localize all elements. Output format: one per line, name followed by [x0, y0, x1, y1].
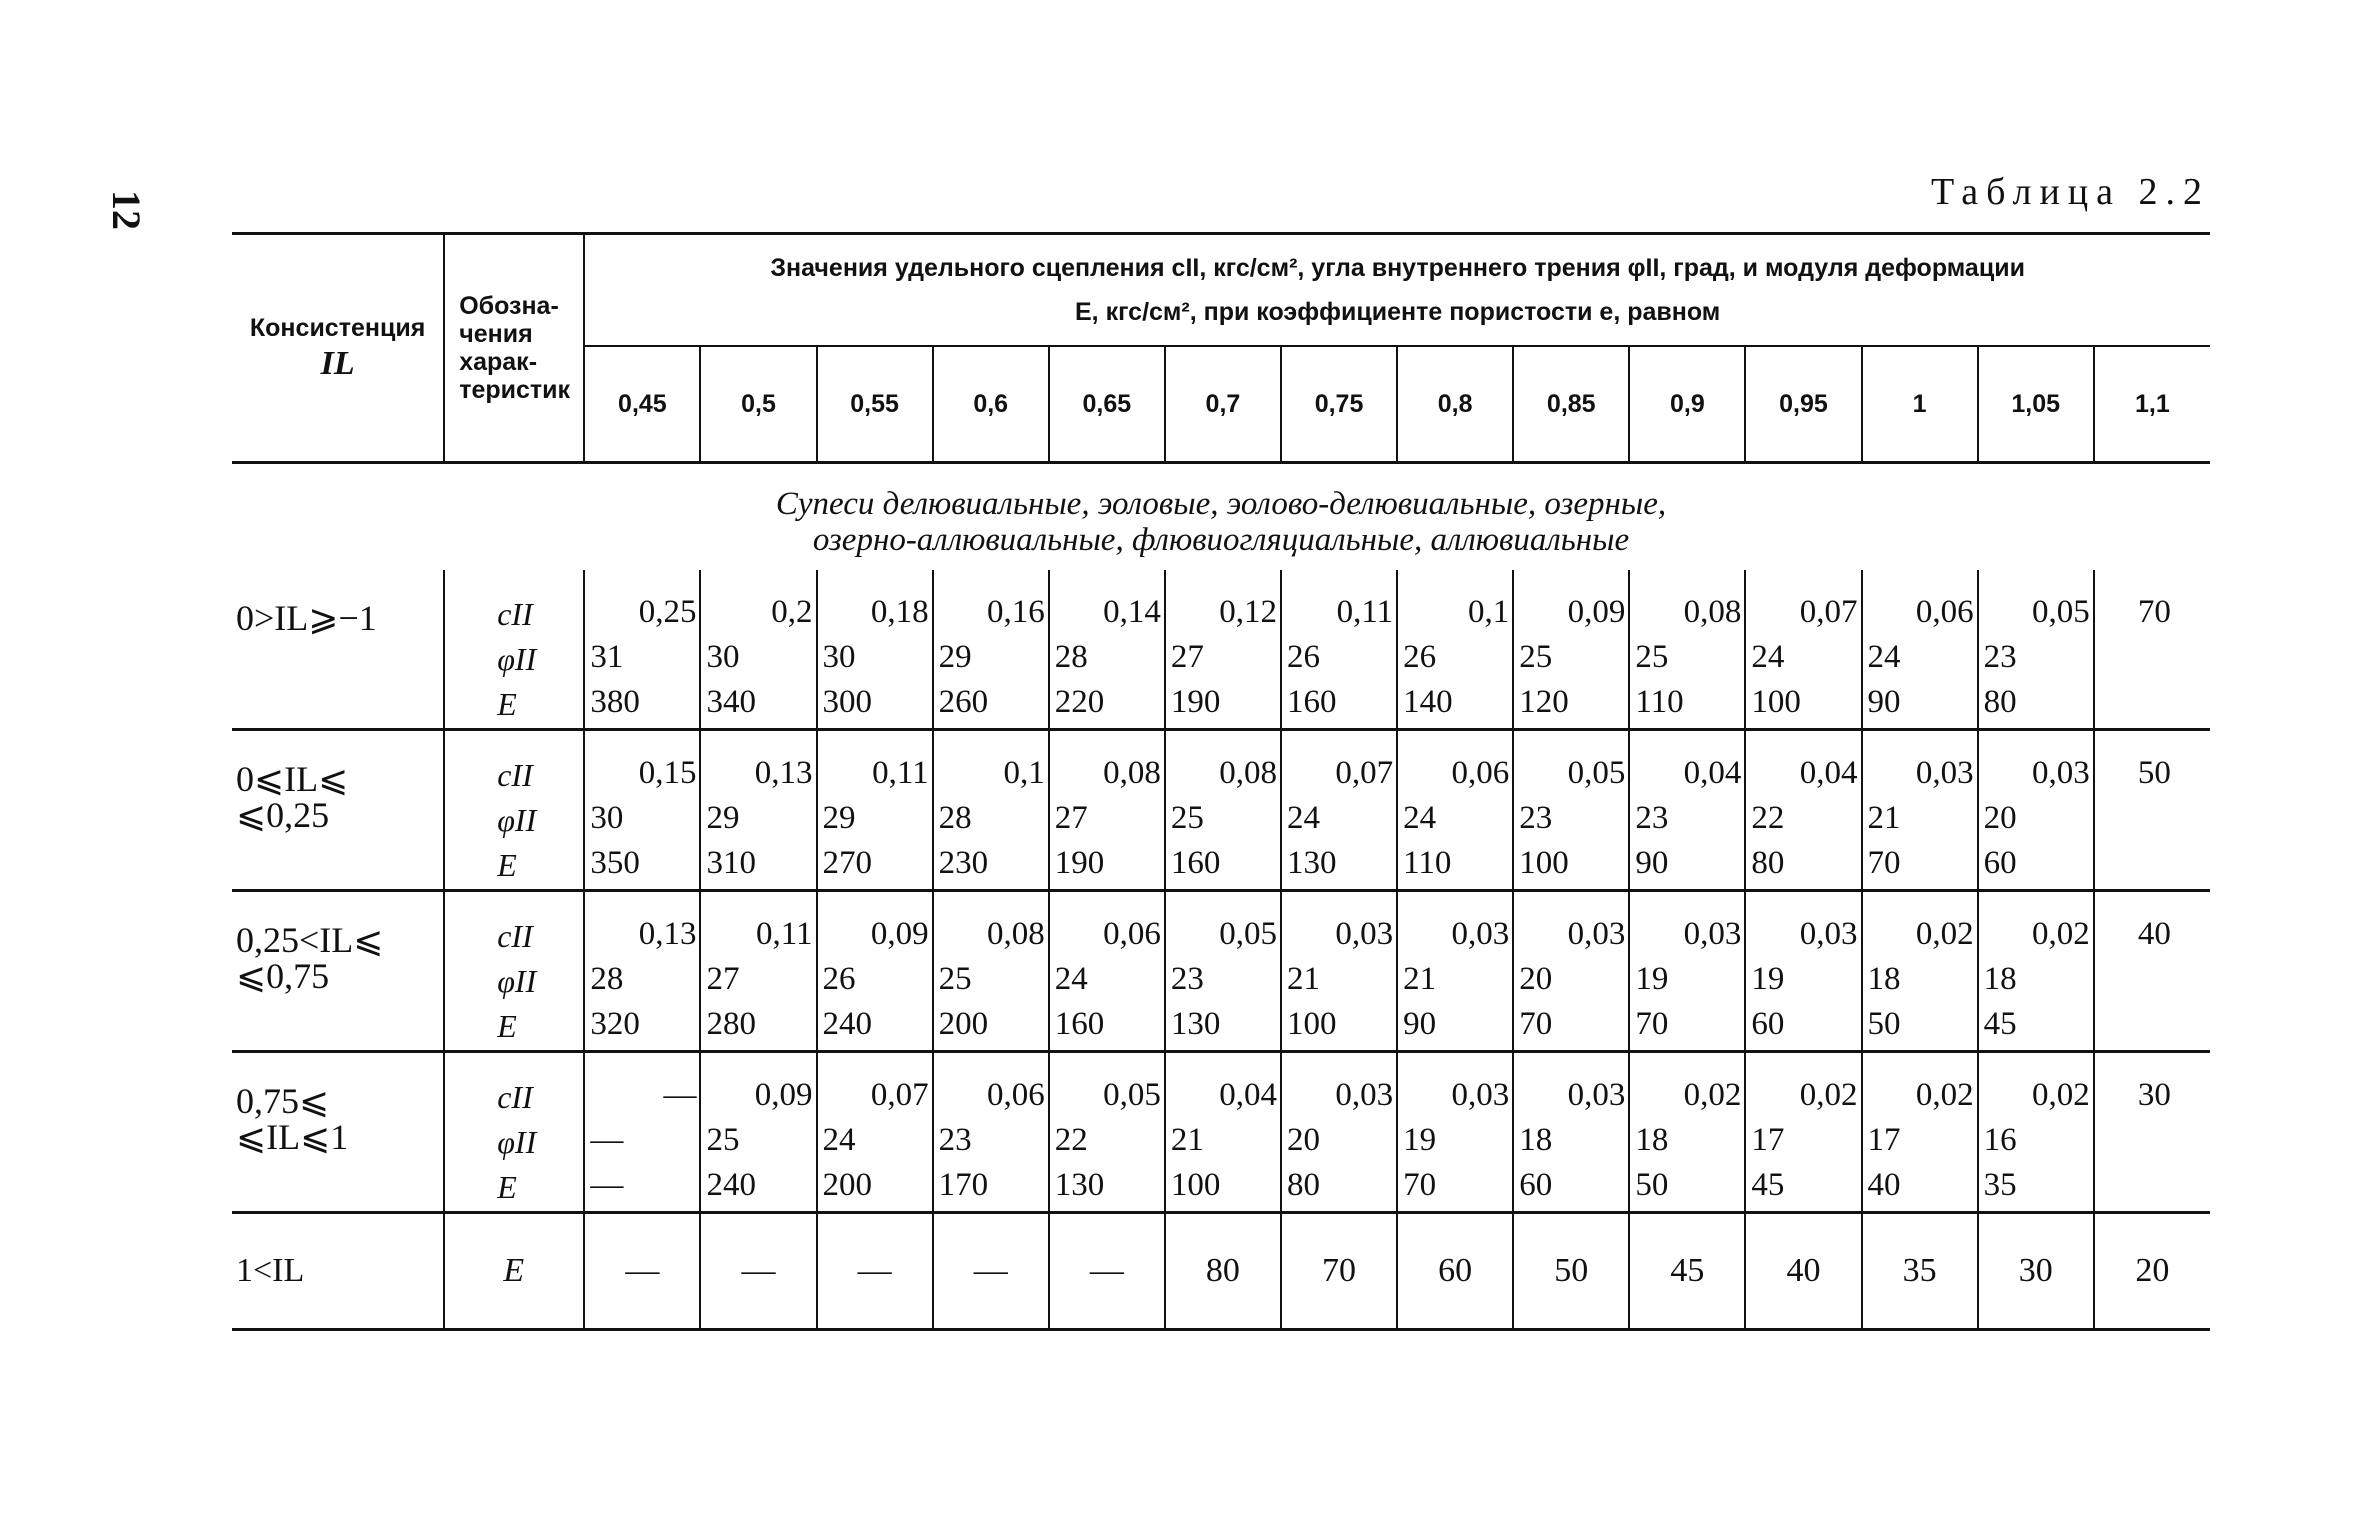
value-line: 30	[822, 639, 856, 675]
value-line: 300	[822, 684, 873, 720]
value-line: 140	[1403, 684, 1453, 720]
soil-properties-table	[232, 232, 2210, 1331]
value-line: 0,16	[987, 594, 1045, 630]
value-line: 24	[1867, 639, 1901, 675]
value-cell	[933, 891, 1049, 1052]
value-cell	[1165, 1052, 1281, 1213]
value-line: 24	[1403, 800, 1437, 836]
value-line: 0,05	[2032, 594, 2090, 630]
value-line: 27	[1170, 639, 1204, 675]
header-porosity-cell: 1	[1862, 346, 1978, 463]
value-line: 29	[822, 800, 856, 836]
value-line: 0,03	[1915, 755, 1974, 791]
table-row	[232, 1052, 2210, 1213]
symbol-cell	[444, 1052, 584, 1213]
value-line: 35	[1983, 1167, 2017, 1203]
value-line: 0,03	[1567, 916, 1626, 952]
value-line: 0,06	[1451, 755, 1510, 791]
symbol-cell	[444, 730, 584, 891]
value-line: 0,04	[1219, 1077, 1277, 1113]
value-cell	[1862, 730, 1978, 891]
value-cell	[1862, 891, 1978, 1052]
header-values-caption-line-1: Значения удельного сцепления cII, кгс/см², угла внутреннего трения φII, град, и модуля деформации	[770, 254, 2025, 282]
value-cell	[700, 730, 816, 891]
value-line: 70	[1635, 1006, 1669, 1042]
value-line: —	[663, 1077, 697, 1113]
value-line: 0,05	[1103, 1077, 1161, 1113]
section-title-line-2: озерно-аллювиальные, флювиогляциальные, аллювиальные	[812, 522, 1630, 558]
value-line: 160	[1054, 1006, 1105, 1042]
value-cell: —	[584, 1213, 700, 1330]
soil-properties-table-container	[232, 232, 2210, 1331]
table-row	[232, 891, 2210, 1052]
value-cell	[817, 891, 933, 1052]
value-line: 340	[706, 684, 756, 720]
value-line: 25	[1519, 639, 1553, 675]
symbol-label: cII	[497, 596, 533, 632]
value-cell	[817, 730, 933, 891]
value-cell	[933, 570, 1049, 730]
value-line: 21	[1286, 961, 1320, 997]
value-line: 0,03	[2032, 755, 2090, 791]
value-line: 110	[1403, 845, 1452, 881]
value-line: 190	[1054, 845, 1105, 881]
value-line: 320	[590, 1006, 640, 1042]
value-cell	[1049, 570, 1165, 730]
symbol-cell	[444, 891, 584, 1052]
value-cell	[1629, 730, 1745, 891]
consistency-cell: 1<IL	[232, 1213, 444, 1330]
symbol-label: cII	[497, 918, 533, 954]
value-cell	[1165, 891, 1281, 1052]
value-line: 18	[1635, 1122, 1669, 1158]
value-cell	[1049, 1052, 1165, 1213]
symbol-cell	[444, 570, 584, 730]
value-line: 0,09	[754, 1077, 813, 1113]
value-line: 0,03	[1335, 1077, 1394, 1113]
value-line: 31	[590, 639, 624, 675]
value-line: 220	[1054, 684, 1105, 720]
value-cell	[2094, 1052, 2210, 1213]
value-line: 0,13	[754, 755, 813, 791]
symbol-label: φII	[497, 802, 537, 838]
value-line: 60	[1519, 1167, 1553, 1203]
value-cell	[1862, 1052, 1978, 1213]
value-line: 28	[938, 800, 972, 836]
value-line: 110	[1635, 684, 1684, 720]
value-line: 23	[1635, 800, 1669, 836]
symbol-label: E	[497, 1008, 517, 1044]
value-line: 0,02	[1915, 916, 1974, 952]
value-line: 17	[1867, 1122, 1901, 1158]
value-line: 280	[706, 1006, 756, 1042]
value-cell	[584, 730, 700, 891]
value-cell	[1165, 730, 1281, 891]
value-cell	[1397, 730, 1513, 891]
value-line: 0,07	[1799, 594, 1858, 630]
value-cell	[1049, 730, 1165, 891]
value-line: 0,11	[1336, 594, 1394, 630]
value-line: 30	[706, 639, 740, 675]
header-porosity-cell: 0,9	[1629, 346, 1745, 463]
value-cell	[1978, 730, 2094, 891]
value-line: 50	[1867, 1006, 1901, 1042]
header-row-top	[232, 234, 2210, 347]
value-line: 0,02	[1683, 1077, 1742, 1113]
value-cell	[1513, 891, 1629, 1052]
value-line: 0,2	[771, 594, 813, 630]
value-line: 40	[2137, 916, 2171, 952]
value-cell	[2094, 570, 2210, 730]
value-line: 200	[938, 1006, 989, 1042]
value-line: 23	[1170, 961, 1204, 997]
value-cell: —	[1049, 1213, 1165, 1330]
value-line: 80	[1286, 1167, 1320, 1203]
value-line: 0,02	[2032, 916, 2090, 952]
table-title: Таблица 2.2	[1930, 171, 2210, 213]
value-line: 0,03	[1799, 916, 1858, 952]
value-cell	[1049, 891, 1165, 1052]
value-line: 25	[706, 1122, 740, 1158]
table-row	[232, 570, 2210, 730]
value-line: 230	[938, 845, 989, 881]
value-line: 100	[1286, 1006, 1337, 1042]
value-cell	[1629, 570, 1745, 730]
value-cell	[1745, 891, 1861, 1052]
header-porosity-cell: 0,7	[1165, 346, 1281, 463]
value-line: 0,07	[1335, 755, 1394, 791]
value-line: 240	[706, 1167, 756, 1203]
value-cell: 20	[2135, 1252, 2170, 1289]
value-line: 90	[1635, 845, 1669, 881]
value-line: 70	[1403, 1167, 1437, 1203]
value-line: 100	[1170, 1167, 1221, 1203]
consistency-cell: 0>IL⩾−1	[232, 570, 444, 730]
value-line: 28	[590, 961, 624, 997]
symbol-label: E	[497, 1169, 517, 1205]
value-line: 0,02	[1915, 1077, 1974, 1113]
value-cell	[1629, 891, 1745, 1052]
value-line: 0,07	[870, 1077, 929, 1113]
header-porosity-cell: 0,55	[817, 346, 933, 463]
value-line: —	[590, 1122, 624, 1158]
symbol-label: cII	[497, 1079, 533, 1115]
value-line: 0,08	[987, 916, 1045, 952]
symbol-label: φII	[497, 1124, 537, 1160]
value-line: 25	[1170, 800, 1204, 836]
value-line: 21	[1170, 1122, 1204, 1158]
value-cell	[1745, 1052, 1861, 1213]
value-line: 0,03	[1335, 916, 1394, 952]
value-cell	[584, 1052, 700, 1213]
value-line: 160	[1286, 684, 1337, 720]
header-porosity-cell: 0,6	[933, 346, 1049, 463]
table-row-last	[232, 1213, 2210, 1330]
value-line: 0,25	[638, 594, 697, 630]
value-line: 60	[1983, 845, 2017, 881]
header-porosity-cell: 0,8	[1397, 346, 1513, 463]
value-line: 160	[1170, 845, 1221, 881]
value-line: 0,05	[1567, 755, 1626, 791]
value-cell	[1978, 1052, 2094, 1213]
value-line: 45	[1751, 1167, 1785, 1203]
value-line: 50	[1635, 1167, 1669, 1203]
value-line: 19	[1403, 1122, 1437, 1158]
value-line: 0,09	[870, 916, 929, 952]
value-line: 23	[1983, 639, 2017, 675]
value-line: 0,03	[1451, 1077, 1510, 1113]
value-line: 380	[590, 684, 640, 720]
value-line: 21	[1867, 800, 1901, 836]
value-line: 80	[1751, 845, 1785, 881]
value-cell	[933, 730, 1049, 891]
value-line: 0,03	[1567, 1077, 1626, 1113]
section-title	[232, 463, 2210, 571]
value-line: 20	[1983, 800, 2017, 836]
value-line: 100	[1751, 684, 1801, 720]
header-consistency-symbol: IL	[320, 344, 355, 382]
value-line: 0,09	[1567, 594, 1626, 630]
value-line: 20	[1519, 961, 1553, 997]
value-line: 18	[1867, 961, 1901, 997]
value-line: 130	[1286, 845, 1337, 881]
value-line: 16	[1983, 1122, 2017, 1158]
value-cell: —	[700, 1213, 816, 1330]
value-line: 0,11	[756, 916, 813, 952]
value-cell: —	[817, 1213, 933, 1330]
value-line: 130	[1170, 1006, 1221, 1042]
value-cell	[1397, 891, 1513, 1052]
value-line: 26	[1403, 639, 1437, 675]
symbol-label: cII	[497, 757, 533, 793]
consistency-cell: 0,25<IL⩽ ⩽0,75	[232, 891, 444, 1052]
consistency-cell: 0⩽IL⩽ ⩽0,25	[232, 730, 444, 891]
value-line: 130	[1054, 1167, 1105, 1203]
symbol-label: E	[497, 847, 517, 883]
value-cell	[933, 1052, 1049, 1213]
page-number: 12	[104, 190, 149, 230]
value-cell	[700, 1052, 816, 1213]
value-line: 270	[822, 845, 873, 881]
value-line: 0,12	[1219, 594, 1277, 630]
value-line: 0,08	[1219, 755, 1277, 791]
value-line: 24	[1286, 800, 1320, 836]
value-cell	[2094, 730, 2210, 891]
value-line: 23	[1519, 800, 1553, 836]
value-line: 0,04	[1799, 755, 1858, 791]
value-cell	[1862, 570, 1978, 730]
value-line: 0,13	[638, 916, 697, 952]
value-line: 260	[938, 684, 989, 720]
symbol-label: φII	[497, 641, 537, 677]
consistency-cell: 0,75⩽ ⩽IL⩽1	[232, 1052, 444, 1213]
header-consistency-label: Консистенция	[249, 313, 426, 342]
value-line: 0,1	[1467, 594, 1510, 630]
value-line: 120	[1519, 684, 1569, 720]
section-title-line-1: Супеси делювиальные, эоловые, эолово-делювиальные, озерные,	[775, 486, 1667, 522]
value-cell: —	[933, 1213, 1049, 1330]
value-cell	[1397, 570, 1513, 730]
value-line: 0,14	[1103, 594, 1161, 630]
value-cell	[1629, 1052, 1745, 1213]
value-line: 19	[1751, 961, 1785, 997]
value-line: 25	[938, 961, 972, 997]
value-line: 20	[1286, 1122, 1320, 1158]
value-line: 24	[822, 1122, 856, 1158]
value-line: 27	[706, 961, 740, 997]
value-line: 23	[938, 1122, 972, 1158]
value-line: 70	[1867, 845, 1901, 881]
symbol-cell: E	[444, 1213, 584, 1330]
value-cell: 80	[1165, 1213, 1281, 1330]
value-line: 0,03	[1451, 916, 1510, 952]
value-line: 350	[590, 845, 640, 881]
value-line: 0,08	[1683, 594, 1742, 630]
value-line: 0,11	[872, 755, 929, 791]
value-cell	[1281, 730, 1397, 891]
value-cell	[1978, 891, 2094, 1052]
value-line: 60	[1751, 1006, 1785, 1042]
value-line: 90	[1867, 684, 1901, 720]
value-line: 0,18	[870, 594, 929, 630]
header-values-caption-line-2: E, кгс/см², при коэффициенте пористости e, равном	[1075, 298, 1721, 326]
header-porosity-cell: 1,1	[2094, 346, 2210, 463]
value-cell: 30	[1978, 1213, 2094, 1330]
value-cell	[1745, 730, 1861, 891]
value-line: 30	[2137, 1077, 2171, 1113]
value-line: 26	[1286, 639, 1320, 675]
value-line: 0,06	[987, 1077, 1045, 1113]
value-line: 0,15	[638, 755, 697, 791]
value-cell	[1513, 1052, 1629, 1213]
value-cell	[1397, 1052, 1513, 1213]
header-consistency	[232, 234, 444, 463]
value-cell: 45	[1629, 1213, 1745, 1330]
value-cell: 35	[1862, 1213, 1978, 1330]
value-cell	[1281, 891, 1397, 1052]
value-line: 0,02	[2032, 1077, 2090, 1113]
value-line: 45	[1983, 1006, 2017, 1042]
value-line: 30	[590, 800, 624, 836]
value-cell	[700, 570, 816, 730]
value-line: 0,03	[1683, 916, 1742, 952]
value-line: 70	[1519, 1006, 1553, 1042]
value-line: 0,1	[1003, 755, 1045, 791]
value-line: 17	[1751, 1122, 1785, 1158]
symbol-label: φII	[497, 963, 537, 999]
value-line: 29	[706, 800, 740, 836]
header-porosity-cell: 0,5	[700, 346, 816, 463]
value-line: 40	[1867, 1167, 1901, 1203]
header-porosity-cell: 0,45	[584, 346, 700, 463]
value-cell	[1978, 570, 2094, 730]
symbol-label: E	[497, 686, 517, 722]
value-line: 0,04	[1683, 755, 1742, 791]
header-porosity-cell: 1,05	[1978, 346, 2094, 463]
value-line: 0,06	[1915, 594, 1974, 630]
value-cell	[584, 570, 700, 730]
value-line: 21	[1403, 961, 1437, 997]
value-line: —	[590, 1167, 624, 1203]
value-line: 28	[1054, 639, 1088, 675]
value-cell: 60	[1397, 1213, 1513, 1330]
value-line: 24	[1054, 961, 1088, 997]
section-title-row	[232, 463, 2210, 571]
value-line: 170	[938, 1167, 989, 1203]
value-line: 310	[706, 845, 756, 881]
value-cell	[1513, 730, 1629, 891]
header-porosity-cell: 0,65	[1049, 346, 1165, 463]
header-values-caption	[584, 234, 2210, 347]
value-cell	[817, 570, 933, 730]
value-cell: 40	[1745, 1213, 1861, 1330]
value-line: 240	[822, 1006, 873, 1042]
header-symbols: Обозна-чения харак-теристик	[444, 234, 584, 463]
value-line: 27	[1054, 800, 1088, 836]
value-line: 18	[1983, 961, 2017, 997]
value-cell	[1513, 570, 1629, 730]
value-line: 100	[1519, 845, 1569, 881]
value-line: 25	[1635, 639, 1669, 675]
value-line: 90	[1403, 1006, 1437, 1042]
value-line: 22	[1751, 800, 1785, 836]
value-line: 50	[2137, 755, 2171, 791]
value-cell	[2094, 891, 2210, 1052]
value-line: 26	[822, 961, 856, 997]
value-cell	[1281, 570, 1397, 730]
table-row	[232, 730, 2210, 891]
value-cell	[1281, 1052, 1397, 1213]
value-line: 24	[1751, 639, 1785, 675]
value-line: 200	[822, 1167, 873, 1203]
value-line: 0,05	[1219, 916, 1277, 952]
value-line: 22	[1054, 1122, 1088, 1158]
value-cell	[1745, 570, 1861, 730]
value-line: 0,08	[1103, 755, 1161, 791]
value-line: 190	[1170, 684, 1221, 720]
value-line: 70	[2137, 594, 2171, 630]
value-line: 19	[1635, 961, 1669, 997]
value-cell	[817, 1052, 933, 1213]
value-cell	[700, 891, 816, 1052]
value-cell: 50	[1513, 1213, 1629, 1330]
value-line: 0,02	[1799, 1077, 1858, 1113]
value-line: 0,06	[1103, 916, 1161, 952]
header-porosity-cell: 0,75	[1281, 346, 1397, 463]
header-porosity-cell: 0,95	[1745, 346, 1861, 463]
value-line: 80	[1983, 684, 2017, 720]
value-cell: 70	[1281, 1213, 1397, 1330]
header-porosity-cell: 0,85	[1513, 346, 1629, 463]
value-line: 18	[1519, 1122, 1553, 1158]
value-cell	[1165, 570, 1281, 730]
value-line: 29	[938, 639, 972, 675]
value-cell	[584, 891, 700, 1052]
